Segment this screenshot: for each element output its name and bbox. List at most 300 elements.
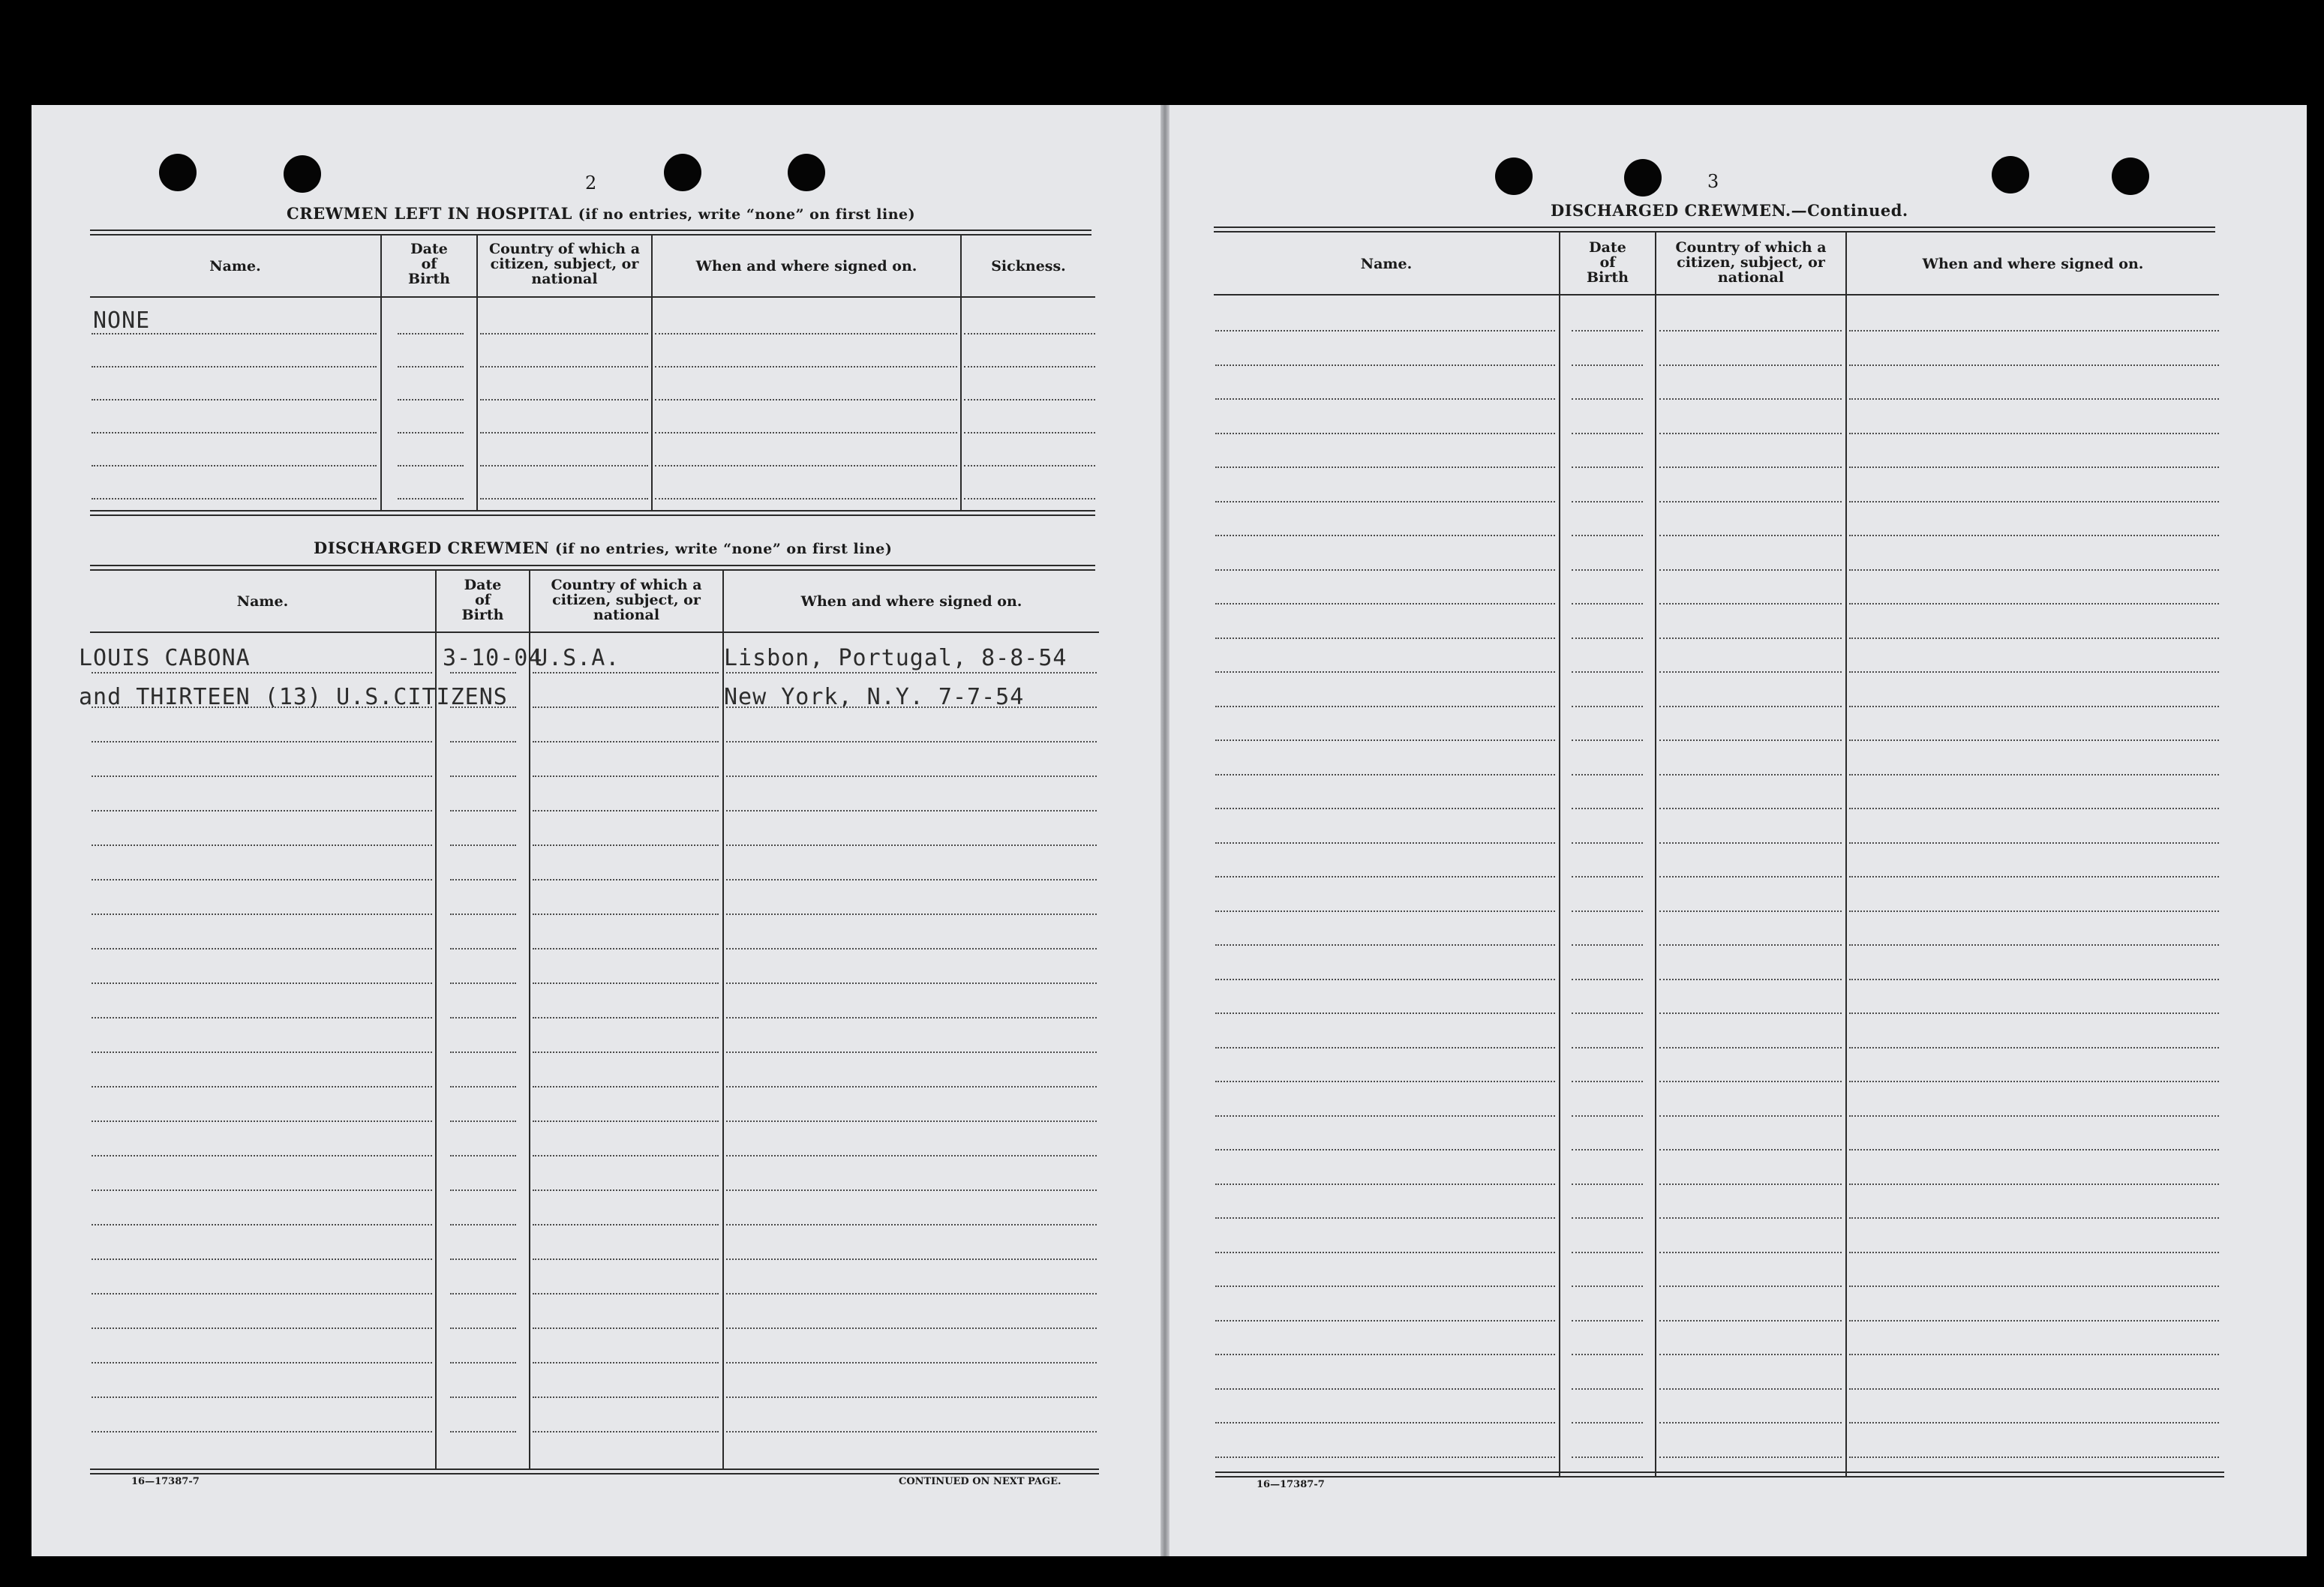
page-number: 2 (585, 172, 597, 194)
ruled-line (92, 432, 377, 434)
ruled-line (1572, 1286, 1643, 1287)
discharged-header-dob: Date of Birth (461, 577, 504, 623)
ruled-line (655, 366, 957, 368)
ruled-line (1849, 1047, 2219, 1048)
ruled-line (726, 1086, 1097, 1088)
ruled-line (1659, 1115, 1842, 1117)
ruled-line (92, 1258, 432, 1260)
row2-name: and THIRTEEN (13) U.S.CITIZENS (79, 684, 508, 710)
ruled-line (1659, 740, 1842, 741)
ruled-line (1215, 910, 1555, 912)
ruled-line (1849, 1149, 2219, 1150)
ruled-line (1849, 910, 2219, 912)
right-header-name: Name. (1360, 256, 1413, 272)
ruled-line (533, 672, 719, 674)
ruled-line (450, 1017, 516, 1018)
punch-hole (2112, 158, 2149, 195)
ruled-line (450, 1190, 516, 1191)
right-header-country: Country of which a citizen, subject, or national (1675, 239, 1827, 286)
ruled-line (726, 1190, 1097, 1191)
ruled-line (1572, 398, 1643, 400)
ruled-line (964, 366, 1095, 368)
ruled-line (1849, 603, 2219, 604)
hospital-header-sickness: Sickness. (991, 258, 1066, 274)
ruled-line (1659, 433, 1842, 434)
ruled-line (1659, 1047, 1842, 1048)
ruled-line (480, 366, 648, 368)
ruled-line (1659, 706, 1842, 707)
ruled-line (726, 810, 1097, 812)
ruled-line (533, 982, 719, 984)
ruled-line (1659, 1422, 1842, 1424)
ruled-line (450, 1328, 516, 1329)
discharged-header-signed: When and where signed on. (800, 593, 1022, 610)
ruled-line (533, 810, 719, 812)
ruled-line (1215, 1047, 1555, 1048)
ruled-line (92, 1017, 432, 1018)
ruled-line (1849, 501, 2219, 502)
ruled-line (655, 333, 957, 334)
ruled-line (450, 914, 516, 915)
ruled-line (726, 1017, 1097, 1018)
ruled-line (1659, 1388, 1842, 1390)
ruled-line (1659, 979, 1842, 980)
ruled-line (1849, 1081, 2219, 1082)
ruled-line (450, 741, 516, 742)
ruled-line (726, 741, 1097, 742)
ruled-line (92, 399, 377, 400)
ruled-line (1849, 774, 2219, 776)
ruled-line (533, 1293, 719, 1294)
ruled-line (398, 333, 464, 334)
ruled-line (398, 498, 464, 500)
ruled-line (1572, 569, 1643, 571)
ruled-line (726, 706, 1097, 708)
row2-signed: New York, N.Y. 7-7-54 (724, 684, 1025, 710)
ruled-line (1572, 603, 1643, 604)
ruled-line (1215, 569, 1555, 571)
ruled-line (1849, 1115, 2219, 1117)
ruled-line (533, 1052, 719, 1053)
ruled-line (398, 399, 464, 400)
ruled-line (1849, 876, 2219, 878)
ruled-line (1572, 1012, 1643, 1014)
ruled-line (1659, 1012, 1842, 1014)
punch-hole (1624, 159, 1662, 196)
ruled-line (450, 1362, 516, 1364)
hospital-title-text: CREWMEN LEFT IN HOSPITAL (287, 204, 572, 223)
ruled-line (1215, 638, 1555, 639)
ruled-line (726, 1431, 1097, 1432)
ruled-line (92, 948, 432, 950)
row1-name: LOUIS CABONA (79, 645, 251, 671)
ruled-line (1215, 1012, 1555, 1014)
punch-hole (788, 154, 825, 191)
ruled-line (92, 333, 377, 334)
ruled-line (1849, 466, 2219, 468)
ruled-line (1572, 808, 1643, 809)
ruled-line (450, 948, 516, 950)
ruled-line (92, 1293, 432, 1294)
hospital-section-title (287, 204, 915, 223)
ruled-line (450, 1086, 516, 1088)
ruled-line (1572, 1252, 1643, 1253)
ruled-line (964, 465, 1095, 466)
ruled-line (1849, 1388, 2219, 1390)
ruled-line (1215, 1456, 1555, 1458)
ruled-line (1215, 1184, 1555, 1185)
ruled-line (1849, 1456, 2219, 1458)
ruled-line (1849, 569, 2219, 571)
ruled-line (450, 982, 516, 984)
ruled-line (1572, 1047, 1643, 1048)
ruled-line (92, 465, 377, 466)
ruled-line (450, 810, 516, 812)
ruled-line (450, 1431, 516, 1432)
ruled-line (92, 1362, 432, 1364)
row1-country: U.S.A. (534, 645, 620, 671)
ruled-line (1849, 706, 2219, 707)
ruled-line (1572, 1184, 1643, 1185)
ruled-line (1659, 330, 1842, 332)
ruled-line (1659, 1456, 1842, 1458)
ruled-line (1659, 1149, 1842, 1150)
hospital-entry: NONE (93, 308, 151, 334)
ruled-line (1215, 740, 1555, 741)
ruled-line (1659, 603, 1842, 604)
ruled-line (450, 879, 516, 880)
ruled-line (533, 1086, 719, 1088)
ruled-line (1215, 1320, 1555, 1322)
ruled-line (1572, 1422, 1643, 1424)
ruled-line (1215, 1388, 1555, 1390)
ruled-line (1849, 1354, 2219, 1355)
ruled-line (480, 432, 648, 434)
ruled-line (1849, 1286, 2219, 1287)
ruled-line (480, 498, 648, 500)
ruled-line (1572, 433, 1643, 434)
ruled-line (726, 1120, 1097, 1122)
ruled-line (1572, 774, 1643, 776)
ruled-line (1849, 398, 2219, 400)
ruled-line (92, 366, 377, 368)
ruled-line (1659, 910, 1842, 912)
ruled-line (726, 1052, 1097, 1053)
ruled-line (1659, 1081, 1842, 1082)
ruled-line (92, 982, 432, 984)
ruled-line (1572, 466, 1643, 468)
ruled-line (92, 776, 432, 777)
ruled-line (1849, 535, 2219, 536)
punch-hole (159, 154, 197, 191)
discharged-section-title (314, 538, 892, 557)
ruled-line (1849, 671, 2219, 673)
ruled-line (1572, 501, 1643, 502)
ruled-line (92, 706, 432, 708)
punch-hole (1992, 156, 2029, 194)
right-section-title: DISCHARGED CREWMEN.—Continued. (1551, 201, 1908, 220)
ruled-line (1572, 706, 1643, 707)
hospital-header-signed: When and where signed on. (695, 258, 917, 274)
ruled-line (92, 498, 377, 500)
ruled-line (1572, 1081, 1643, 1082)
ruled-line (1849, 1012, 2219, 1014)
ruled-line (450, 844, 516, 846)
ruled-line (655, 498, 957, 500)
ruled-line (1215, 1354, 1555, 1355)
ruled-line (1659, 466, 1842, 468)
ruled-line (1215, 671, 1555, 673)
ruled-line (1215, 1081, 1555, 1082)
ruled-line (1849, 433, 2219, 434)
ruled-line (726, 948, 1097, 950)
ruled-line (533, 1396, 719, 1398)
ruled-line (1659, 364, 1842, 366)
ruled-line (726, 1224, 1097, 1226)
ruled-line (1659, 535, 1842, 536)
ruled-line (92, 1190, 432, 1191)
ruled-line (92, 914, 432, 915)
ruled-line (1849, 808, 2219, 809)
ruled-line (1215, 1149, 1555, 1150)
ruled-line (964, 432, 1095, 434)
ruled-line (1659, 671, 1842, 673)
ruled-line (655, 432, 957, 434)
ruled-line (1659, 398, 1842, 400)
form-number-right: 16—17387-7 (1257, 1479, 1325, 1490)
ruled-line (533, 1431, 719, 1432)
ruled-line (726, 1155, 1097, 1156)
ruled-line (480, 465, 648, 466)
continued-note: CONTINUED ON NEXT PAGE. (899, 1476, 1061, 1487)
ruled-line (1849, 1252, 2219, 1253)
left-page (32, 105, 1167, 1556)
ruled-line (964, 399, 1095, 400)
ruled-line (533, 1362, 719, 1364)
ruled-line (1659, 876, 1842, 878)
ruled-line (450, 1293, 516, 1294)
ruled-line (450, 706, 516, 708)
ruled-line (1849, 979, 2219, 980)
ruled-line (726, 879, 1097, 880)
ruled-line (726, 776, 1097, 777)
ruled-line (1215, 774, 1555, 776)
hospital-header-name: Name. (209, 258, 261, 274)
discharged-header-country: Country of which a citizen, subject, or national (551, 577, 702, 623)
discharged-header-name: Name. (236, 593, 289, 610)
ruled-line (726, 914, 1097, 915)
ruled-line (726, 982, 1097, 984)
ruled-line (1572, 740, 1643, 741)
ruled-line (1849, 1422, 2219, 1424)
ruled-line (1659, 1354, 1842, 1355)
ruled-line (1659, 1286, 1842, 1287)
ruled-line (450, 1120, 516, 1122)
ruled-line (533, 1120, 719, 1122)
right-header-signed: When and where signed on. (1922, 256, 2144, 272)
ruled-line (1215, 364, 1555, 366)
ruled-line (450, 776, 516, 777)
ruled-line (1215, 876, 1555, 878)
ruled-line (533, 706, 719, 708)
ruled-line (1572, 876, 1643, 878)
ruled-line (1572, 1149, 1643, 1150)
ruled-line (1215, 1286, 1555, 1287)
ruled-line (1215, 842, 1555, 844)
ruled-line (726, 1396, 1097, 1398)
ruled-line (1849, 1184, 2219, 1185)
ruled-line (1849, 944, 2219, 946)
ruled-line (1572, 1115, 1643, 1117)
right-header-dob: Date of Birth (1587, 239, 1629, 286)
ruled-line (1215, 1115, 1555, 1117)
right-page (1165, 105, 2307, 1556)
punch-hole (1495, 158, 1533, 195)
ruled-line (1659, 1320, 1842, 1322)
ruled-line (655, 399, 957, 400)
discharged-title-note: (if no entries, write “none” on first line) (554, 541, 893, 557)
ruled-line (480, 399, 648, 400)
ruled-line (92, 844, 432, 846)
ruled-line (1659, 842, 1842, 844)
ruled-line (1572, 944, 1643, 946)
discharged-title-text: DISCHARGED CREWMEN (314, 538, 550, 557)
ruled-line (92, 1052, 432, 1053)
ruled-line (533, 1258, 719, 1260)
row1-dob: 3-10-04 (443, 645, 543, 671)
ruled-line (1215, 706, 1555, 707)
ruled-line (398, 366, 464, 368)
page-fold (1160, 105, 1170, 1556)
ruled-line (1215, 501, 1555, 502)
ruled-line (1572, 1217, 1643, 1219)
ruled-line (1215, 979, 1555, 980)
ruled-line (1215, 330, 1555, 332)
ruled-line (1572, 364, 1643, 366)
ruled-line (92, 810, 432, 812)
ruled-line (1659, 569, 1842, 571)
ruled-line (1659, 1184, 1842, 1185)
ruled-line (1572, 979, 1643, 980)
ruled-line (726, 1258, 1097, 1260)
ruled-line (450, 1258, 516, 1260)
ruled-line (1849, 842, 2219, 844)
ruled-line (92, 1224, 432, 1226)
ruled-line (655, 465, 957, 466)
ruled-line (92, 879, 432, 880)
ruled-line (1572, 1456, 1643, 1458)
ruled-line (1659, 808, 1842, 809)
ruled-line (450, 1052, 516, 1053)
ruled-line (1659, 1217, 1842, 1219)
ruled-line (726, 672, 1097, 674)
ruled-line (450, 672, 516, 674)
ruled-line (1849, 1320, 2219, 1322)
ruled-line (1215, 944, 1555, 946)
ruled-line (92, 1328, 432, 1329)
ruled-line (1215, 398, 1555, 400)
ruled-line (92, 741, 432, 742)
ruled-line (92, 1155, 432, 1156)
hospital-title-note: (if no entries, write “none” on first line) (578, 206, 916, 223)
ruled-line (533, 1190, 719, 1191)
ruled-line (1572, 1388, 1643, 1390)
ruled-line (726, 1293, 1097, 1294)
ruled-line (450, 1224, 516, 1226)
ruled-line (533, 776, 719, 777)
ruled-line (533, 914, 719, 915)
ruled-line (533, 741, 719, 742)
ruled-line (1572, 1354, 1643, 1355)
form-number-left: 16—17387-7 (131, 1476, 200, 1487)
ruled-line (1215, 535, 1555, 536)
punch-hole (284, 155, 321, 193)
ruled-line (533, 948, 719, 950)
punch-hole (664, 154, 701, 191)
ruled-line (1659, 774, 1842, 776)
ruled-line (450, 1155, 516, 1156)
ruled-line (1215, 808, 1555, 809)
ruled-line (1572, 638, 1643, 639)
ruled-line (398, 465, 464, 466)
hospital-header-dob: Date of Birth (408, 241, 450, 287)
ruled-line (964, 498, 1095, 500)
ruled-line (533, 1017, 719, 1018)
page-number-right: 3 (1707, 171, 1719, 192)
ruled-line (1215, 1422, 1555, 1424)
ruled-line (398, 432, 464, 434)
row1-signed: Lisbon, Portugal, 8-8-54 (724, 645, 1067, 671)
ruled-line (92, 1396, 432, 1398)
ruled-line (726, 844, 1097, 846)
ruled-line (92, 1086, 432, 1088)
ruled-line (1659, 944, 1842, 946)
ruled-line (1659, 638, 1842, 639)
ruled-line (533, 1328, 719, 1329)
ruled-line (533, 879, 719, 880)
ruled-line (1572, 1320, 1643, 1322)
ruled-line (1849, 638, 2219, 639)
ruled-line (1215, 1252, 1555, 1253)
ruled-line (726, 1328, 1097, 1329)
hospital-header-country: Country of which a citizen, subject, or national (488, 241, 641, 287)
ruled-line (1572, 910, 1643, 912)
ruled-line (1659, 501, 1842, 502)
ruled-line (1215, 1217, 1555, 1219)
ruled-line (533, 844, 719, 846)
ruled-line (92, 1120, 432, 1122)
ruled-line (1572, 671, 1643, 673)
ruled-line (1572, 330, 1643, 332)
ruled-line (450, 1396, 516, 1398)
ruled-line (1215, 603, 1555, 604)
ruled-line (1849, 740, 2219, 741)
ruled-line (1572, 842, 1643, 844)
ruled-line (1849, 1217, 2219, 1219)
ruled-line (1849, 330, 2219, 332)
ruled-line (92, 1431, 432, 1432)
ruled-line (1849, 364, 2219, 366)
ruled-line (964, 333, 1095, 334)
ruled-line (1659, 1252, 1842, 1253)
ruled-line (726, 1362, 1097, 1364)
ruled-line (533, 1155, 719, 1156)
ruled-line (480, 333, 648, 334)
ruled-line (1572, 535, 1643, 536)
ruled-line (1215, 466, 1555, 468)
ruled-line (1215, 433, 1555, 434)
ruled-line (92, 672, 432, 674)
